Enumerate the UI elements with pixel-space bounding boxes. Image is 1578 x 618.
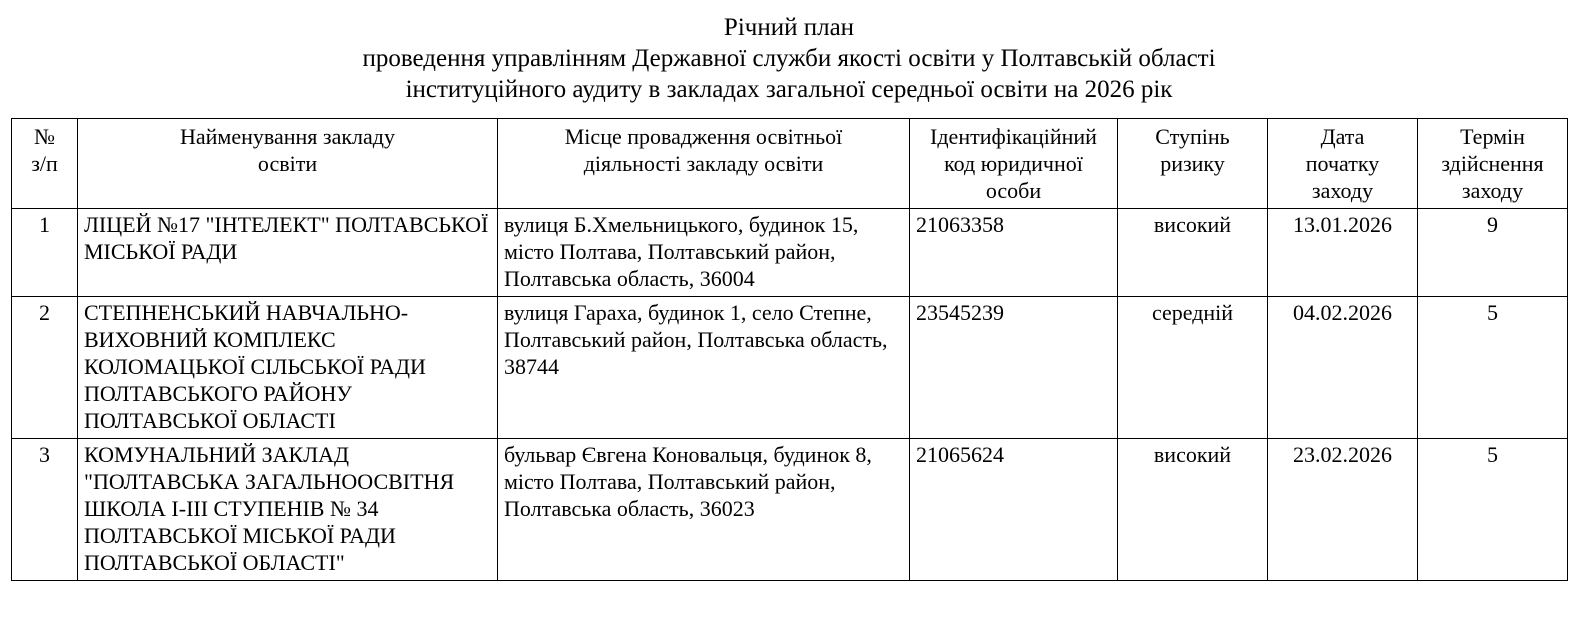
cell-code: 21063358 (910, 209, 1118, 297)
column-header-start-date (1268, 119, 1418, 209)
column-header-institution-name (78, 119, 498, 209)
cell-number: 3 (12, 439, 78, 581)
cell-risk: високий (1118, 209, 1268, 297)
cell-institution-name: ЛІЦЕЙ №17 "ІНТЕЛЕКТ" ПОЛТАВСЬКОЇ МІСЬКОЇ РАДИ (78, 209, 498, 297)
header-line: Ідентифікаційний (930, 124, 1097, 149)
column-header-number (12, 119, 78, 209)
header-line: № (34, 124, 55, 149)
column-header-risk (1118, 119, 1268, 209)
cell-place: вулиця Б.Хмельницького, будинок 15, місто Полтава, Полтавський район, Полтавська область, 36004 (498, 209, 910, 297)
header-line: заходу (1461, 178, 1524, 203)
cell-term: 5 (1418, 439, 1568, 581)
cell-number: 2 (12, 297, 78, 439)
header-line: з/п (31, 151, 58, 176)
header-line: заходу (1311, 178, 1374, 203)
cell-code: 21065624 (910, 439, 1118, 581)
cell-term: 5 (1418, 297, 1568, 439)
table-row (12, 297, 1568, 439)
cell-start-date: 04.02.2026 (1268, 297, 1418, 439)
header-line: Місце провадження освітньої (564, 124, 843, 149)
header-line: Дата (1320, 124, 1365, 149)
table-row (12, 439, 1568, 581)
cell-institution-name: КОМУНАЛЬНИЙ ЗАКЛАД "ПОЛТАВСЬКА ЗАГАЛЬНООСВІТНЯ ШКОЛА І-ІІІ СТУПЕНІВ № 34 ПОЛТАВСЬКОЇ МІСЬКОЇ РАДИ ПОЛТАВСЬКОЇ ОБЛАСТІ" (78, 439, 498, 581)
title-line-3: інституційного аудиту в закладах загальної середньої освіти на 2026 рік (405, 76, 1173, 103)
header-line: Найменування закладу (180, 124, 395, 149)
table-row (12, 209, 1568, 297)
cell-term: 9 (1418, 209, 1568, 297)
cell-number: 1 (12, 209, 78, 297)
cell-code: 23545239 (910, 297, 1118, 439)
header-line: початку (1305, 151, 1380, 176)
header-line: Ступінь (1155, 124, 1230, 149)
header-line: ризику (1160, 151, 1225, 176)
cell-institution-name: СТЕПНЕНСЬКИЙ НАВЧАЛЬНО-ВИХОВНИЙ КОМПЛЕКС КОЛОМАЦЬКОЇ СІЛЬСЬКОЇ РАДИ ПОЛТАВСЬКОГО РАЙОНУ ПОЛТАВСЬКОЇ ОБЛАСТІ (78, 297, 498, 439)
title-line-2: проведення управлінням Державної служби якості освіти у Полтавській області (362, 45, 1216, 72)
cell-risk: середній (1118, 297, 1268, 439)
cell-risk: високий (1118, 439, 1268, 581)
cell-place: вулиця Гараха, будинок 1, село Степне, Полтавський район, Полтавська область, 38744 (498, 297, 910, 439)
header-line: особи (985, 178, 1042, 203)
title-line-1: Річний план (723, 14, 855, 41)
plan-table (11, 118, 1568, 581)
table-header-row (12, 119, 1568, 209)
header-line: Термін (1460, 124, 1525, 149)
cell-place: бульвар Євгена Коновальця, будинок 8, місто Полтава, Полтавський район, Полтавська область, 36023 (498, 439, 910, 581)
column-header-place (498, 119, 910, 209)
column-header-term (1418, 119, 1568, 209)
cell-start-date: 13.01.2026 (1268, 209, 1418, 297)
cell-start-date: 23.02.2026 (1268, 439, 1418, 581)
document-title (0, 0, 1578, 105)
column-header-code (910, 119, 1118, 209)
header-line: освіти (257, 151, 318, 176)
header-line: код юридичної (944, 151, 1083, 176)
header-line: здійснення (1441, 151, 1544, 176)
header-line: діяльності закладу освіти (583, 151, 824, 176)
